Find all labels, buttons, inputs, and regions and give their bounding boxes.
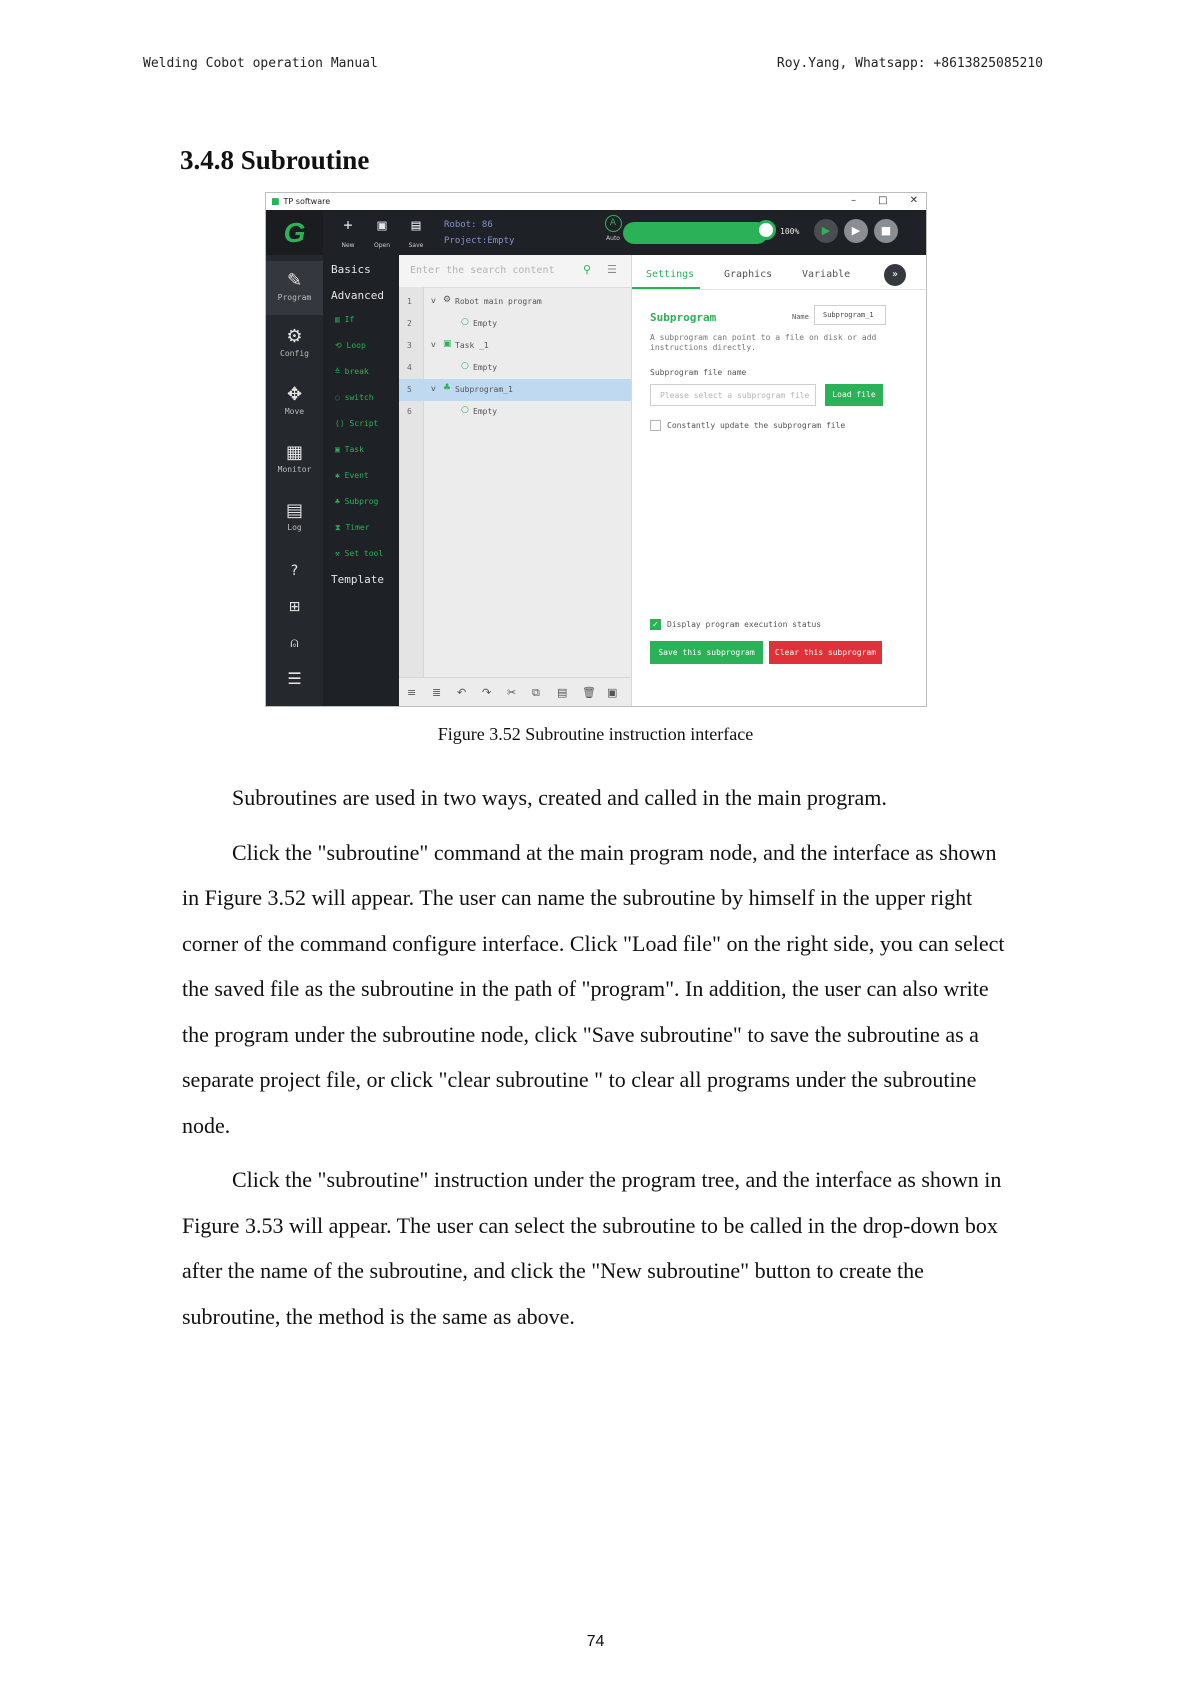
stop-icon[interactable]: ■ (874, 219, 898, 243)
speed-slider-handle[interactable] (756, 220, 776, 240)
nav-move[interactable] (266, 385, 323, 417)
maximize-icon[interactable]: □ (878, 195, 888, 206)
paragraph: Subroutines are used in two ways, created and called in the main program. (232, 785, 887, 810)
break-icon: ≙ (335, 367, 345, 376)
search-icon[interactable]: ⚲ (583, 263, 592, 276)
robot-icon: ⚙ (443, 295, 452, 305)
nav-program[interactable] (266, 261, 323, 315)
auto-mode-button[interactable] (600, 215, 626, 242)
search-bar (399, 255, 631, 288)
instr-break[interactable]: ≙ break (335, 367, 369, 376)
basics-header[interactable]: Basics (331, 263, 371, 276)
open-label: Open (373, 242, 391, 249)
properties-panel (631, 255, 926, 707)
instr-switch[interactable]: ◌ switch (335, 393, 374, 402)
apps-icon[interactable]: ⊞ (288, 599, 301, 615)
instr-task[interactable]: ▣ Task (335, 445, 364, 454)
save-button[interactable] (400, 216, 432, 255)
open-button[interactable] (366, 216, 398, 255)
nav-monitor[interactable] (266, 443, 323, 475)
tree-row[interactable]: 3 v ▣ Task _1 (407, 339, 489, 350)
nav-config[interactable] (266, 327, 323, 359)
task-icon: ▣ (335, 445, 345, 454)
delete-icon[interactable]: 🗑 (582, 686, 596, 699)
speed-value: 100% (780, 227, 800, 236)
load-file-button[interactable]: Load file (825, 384, 883, 406)
tool-icon: ⚒ (335, 549, 345, 558)
advanced-header[interactable]: Advanced (331, 289, 384, 302)
update-checkbox[interactable] (650, 420, 661, 431)
paragraph: Click the "subroutine" command at the main program node, and the interface as shown in Figure 3.52 will appear. The user can name the subroutine by himself in the upper right corner of the command configure interface. Click "Load file" on the right side, you can select the saved file as the subroutine in the path of "program". In addition, the user can also write the program under the subroutine node, click "Save subroutine" to save the subroutine as a separate project file, or click "clear subroutine " to clear all programs under the subroutine node. (182, 839, 1005, 1138)
switch-icon: ◌ (335, 393, 345, 402)
chevron-down-icon[interactable]: v (431, 384, 436, 393)
header-contact: Roy.Yang, Whatsapp: +8613825085210 (776, 56, 1043, 71)
align-center-icon[interactable]: ≣ (432, 686, 442, 699)
robot-id: Robot: 86 (444, 220, 493, 230)
list-icon[interactable]: ☰ (607, 263, 617, 276)
app-icon: ■ (271, 196, 280, 207)
timer-icon: ⧗ (335, 523, 346, 532)
name-label: Name (792, 313, 809, 321)
save-icon: ▤ (411, 216, 421, 234)
instr-script[interactable]: ⟨⟩ Script (335, 419, 379, 428)
paragraph: Click the "subroutine" instruction under the program tree, and the interface as shown in Figure 3.53 will appear. The user can select the subroutine to be called in the drop-down box after the name of the subroutine, and click the "New subroutine" button to create the subroutine, the method is the same as above. (182, 1167, 1002, 1329)
subprogram-icon: ♣ (443, 383, 452, 393)
main-toolbar (266, 210, 926, 255)
save-label: Save (408, 242, 424, 249)
search-input[interactable]: Enter the search content (410, 265, 555, 276)
help-icon[interactable]: ? (290, 563, 299, 579)
update-checkbox-label: Constantly update the subprogram file (667, 421, 846, 430)
tab-divider (632, 289, 927, 290)
nav-monitor-label: Monitor (277, 465, 312, 474)
instr-if[interactable]: ▥ If (335, 315, 355, 324)
instr-loop[interactable]: ⟲ Loop (335, 341, 366, 350)
section-title: 3.4.8 Subroutine (180, 145, 370, 175)
tree-row[interactable]: 4 ○ Empty (407, 361, 498, 372)
empty-icon: ○ (461, 405, 469, 415)
speed-slider[interactable] (623, 222, 768, 244)
new-label: New (341, 242, 355, 249)
instr-event[interactable]: ✱ Event (335, 471, 369, 480)
save-icon[interactable]: ▣ (607, 686, 618, 699)
body-text (182, 775, 1012, 1348)
nav-program-label: Program (277, 293, 312, 302)
window-titlebar (266, 193, 926, 210)
align-left-icon[interactable]: ≡ (407, 686, 417, 699)
save-subprogram-button[interactable]: Save this subprogram (650, 641, 763, 664)
log-icon: ▤ (285, 500, 303, 521)
figure-caption: Figure 3.52 Subroutine instruction interface (437, 724, 754, 744)
chevron-down-icon[interactable]: v (431, 296, 436, 305)
step-icon[interactable]: ▶ (844, 219, 868, 243)
loop-icon: ⟲ (335, 341, 347, 350)
subprog-icon: ♣ (335, 497, 345, 506)
panel-description: A subprogram can point to a file on disk or add instructions directly. (650, 333, 877, 352)
nav-config-label: Config (280, 349, 309, 358)
window-title: TP software (283, 197, 331, 206)
name-field[interactable]: Subprogram_1 (814, 305, 886, 325)
play-icon[interactable]: ▶ (814, 219, 838, 243)
paste-icon[interactable]: ▤ (557, 686, 568, 699)
tab-settings[interactable]: Settings (646, 269, 695, 280)
config-icon: ⚙ (286, 326, 303, 347)
robot-info (444, 217, 514, 249)
instr-set-tool[interactable]: ⚒ Set tool (335, 549, 384, 558)
nav-log[interactable] (266, 501, 323, 533)
file-name-field[interactable]: Please select a subprogram file (650, 384, 816, 406)
if-icon: ▥ (335, 315, 345, 324)
tree-row[interactable]: 6 ○ Empty (407, 405, 498, 416)
logo-icon: G (266, 210, 323, 255)
chevron-down-icon[interactable]: v (431, 340, 436, 349)
cut-icon[interactable]: ✂ (507, 686, 517, 699)
template-header[interactable]: Template (331, 573, 384, 586)
display-status-checkbox[interactable]: ✓ (650, 619, 661, 630)
task-icon: ▣ (443, 339, 452, 349)
auto-label: Auto (606, 235, 620, 242)
redo-icon[interactable]: ↷ (482, 686, 492, 699)
project-name: Project:Empty (444, 236, 515, 246)
double-chevron-right-icon[interactable]: » (884, 264, 906, 286)
instruction-panel (323, 255, 399, 707)
panel-title: Subprogram (650, 311, 717, 324)
program-icon: ✎ (286, 270, 303, 291)
tab-graphics[interactable]: Graphics (724, 269, 773, 280)
event-icon: ✱ (335, 471, 345, 480)
file-name-label: Subprogram file name (650, 368, 747, 377)
plus-icon: + (343, 216, 353, 234)
nav-log-label: Log (287, 523, 302, 532)
tree-bottom-toolbar (399, 677, 631, 707)
tree-row[interactable]: 2 ○ Empty (407, 317, 498, 328)
move-icon: ✥ (286, 384, 303, 405)
screenshot-figure (265, 192, 927, 707)
tree-row[interactable]: 1 v ⚙ Robot main program (407, 295, 542, 306)
page-number: 74 (586, 1633, 605, 1650)
left-nav (266, 255, 323, 707)
tree-row-selected[interactable]: 5 v ♣ Subprogram_1 (399, 379, 631, 401)
undo-icon[interactable]: ↶ (457, 686, 467, 699)
header-title: Welding Cobot operation Manual (143, 56, 378, 71)
close-icon[interactable]: ✕ (909, 195, 918, 206)
auto-icon: A (605, 215, 622, 232)
monitor-icon: ▦ (285, 442, 303, 463)
new-button[interactable] (332, 216, 364, 255)
instr-subprog[interactable]: ♣ Subprog (335, 497, 379, 506)
empty-icon: ○ (461, 317, 469, 327)
open-icon: ▣ (377, 216, 387, 234)
clear-subprogram-button[interactable]: Clear this subprogram (769, 641, 882, 664)
nav-move-label: Move (284, 407, 305, 416)
menu-icon[interactable]: ☰ (287, 669, 302, 688)
empty-icon: ○ (461, 361, 469, 371)
tab-variable[interactable]: Variable (802, 269, 851, 280)
copy-icon[interactable]: ⧉ (532, 686, 540, 699)
program-tree-panel (399, 255, 631, 707)
minimize-icon[interactable]: – (851, 195, 857, 206)
display-status-label: Display program execution status (667, 620, 822, 629)
instr-timer[interactable]: ⧗ Timer (335, 523, 370, 532)
script-icon: ⟨⟩ (335, 419, 350, 428)
user-icon[interactable]: ⍝ (290, 635, 299, 651)
